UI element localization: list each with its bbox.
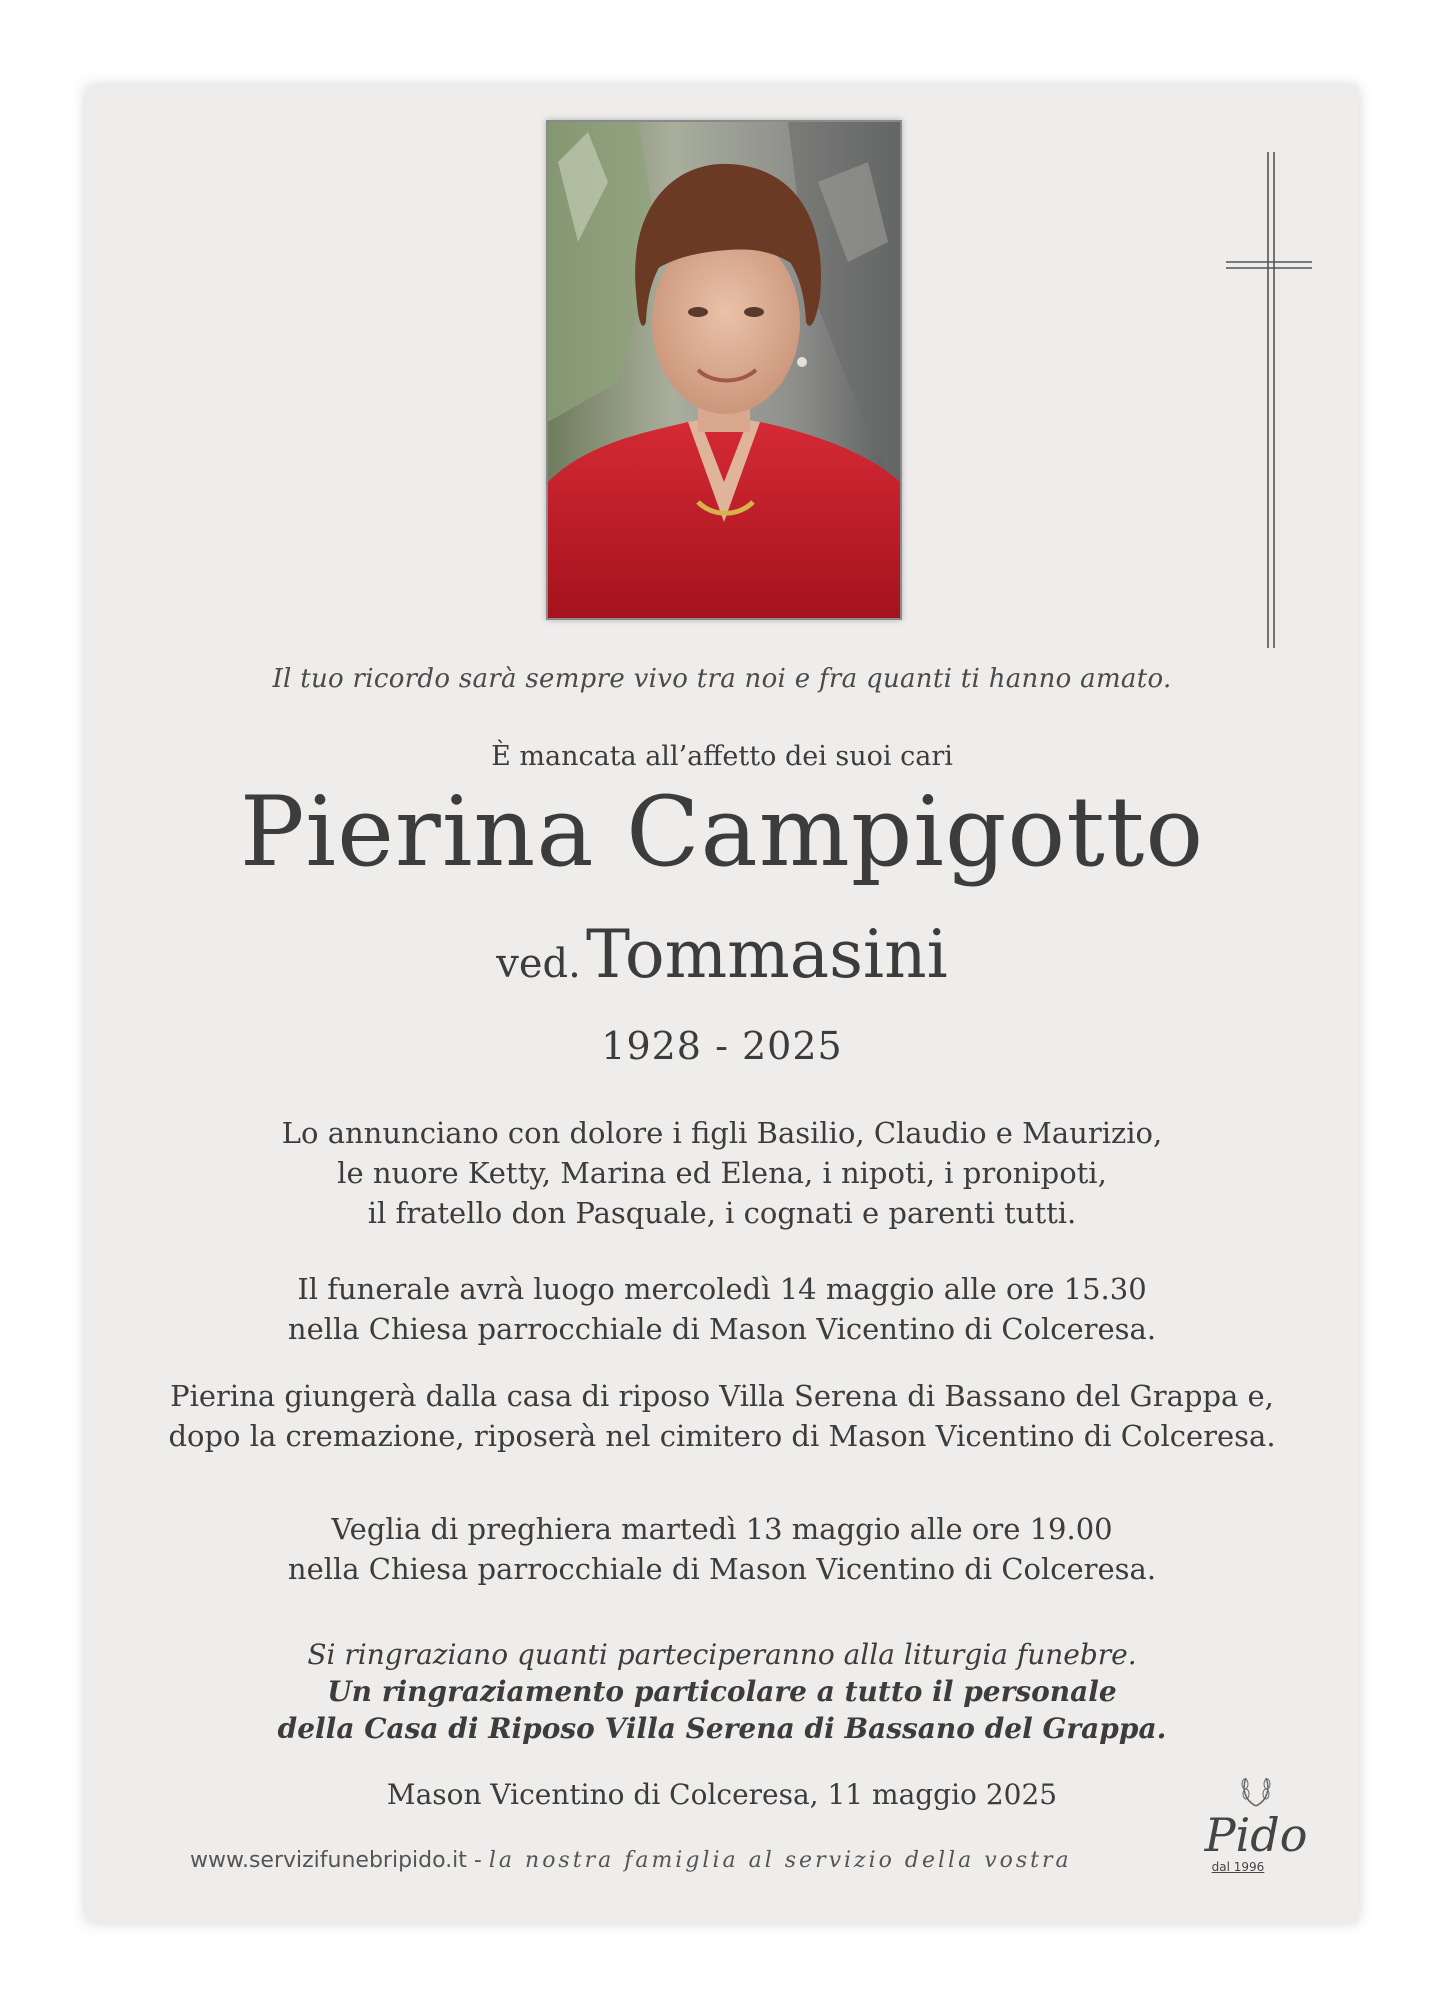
portrait-photo xyxy=(546,120,902,620)
funeral-line: nella Chiesa parrocchiale di Mason Vicentino di Colceresa. xyxy=(287,1312,1157,1346)
portrait-image xyxy=(548,122,900,618)
arrival-line: dopo la cremazione, riposerà nel cimitero di Mason Vicentino di Colceresa. xyxy=(168,1419,1276,1453)
cross-icon xyxy=(1224,150,1314,650)
arrival-line: Pierina giungerà dalla casa di riposo Villa Serena di Bassano del Grappa e, xyxy=(170,1379,1274,1413)
footer-credit xyxy=(190,1848,1072,1873)
thanks-line: Si ringraziano quanti parteciperanno alla liturgia funebre. xyxy=(307,1638,1137,1671)
footer-slogan: la nostra famiglia al servizio della vostra xyxy=(488,1848,1072,1873)
deceased-name: Pierina Campigotto xyxy=(239,776,1205,888)
wreath-icon xyxy=(1236,1770,1276,1810)
announcement-line: le nuore Ketty, Marina ed Elena, i nipoti, i pronipoti, xyxy=(337,1156,1107,1190)
place-date: Mason Vicentino di Colceresa, 11 maggio 2025 xyxy=(386,1778,1058,1811)
announcement-line: Lo annunciano con dolore i figli Basilio, Claudio e Maurizio, xyxy=(281,1116,1163,1150)
vigil-paragraph xyxy=(86,1509,1358,1589)
widow-line xyxy=(86,916,1358,993)
obituary-card xyxy=(86,86,1358,1922)
arrival-paragraph xyxy=(86,1376,1358,1456)
logo-since: dal 1996 xyxy=(1211,1860,1265,1874)
widow-surname: Tommasini xyxy=(585,916,948,993)
thanks-line-bold: Un ringraziamento particolare a tutto il personale xyxy=(327,1675,1117,1708)
logo-brand: Pido xyxy=(1204,1808,1308,1862)
funeral-line: Il funerale avrà luogo mercoledì 14 maggio alle ore 15.30 xyxy=(297,1272,1147,1306)
announcement-line: il fratello don Pasquale, i cognati e parenti tutti. xyxy=(367,1196,1077,1230)
widow-prefix: ved. xyxy=(496,941,581,987)
vigil-line: Veglia di preghiera martedì 13 maggio alle ore 19.00 xyxy=(331,1512,1113,1546)
thanks-paragraph xyxy=(86,1636,1358,1747)
thanks-line-bold: della Casa di Riposo Villa Serena di Bassano del Grappa. xyxy=(277,1712,1167,1745)
intro-line: È mancata all’affetto dei suoi cari xyxy=(491,741,953,772)
website-link[interactable]: www.servizifunebripido.it xyxy=(190,1848,467,1873)
funeral-paragraph xyxy=(86,1269,1358,1349)
pido-logo xyxy=(1196,1770,1316,1874)
footer-separator: - xyxy=(466,1848,489,1873)
life-years: 1928 - 2025 xyxy=(601,1024,843,1068)
vigil-line: nella Chiesa parrocchiale di Mason Vicentino di Colceresa. xyxy=(287,1552,1157,1586)
memorial-quote: Il tuo ricordo sarà sempre vivo tra noi e fra quanti ti hanno amato. xyxy=(272,664,1172,694)
announcement-paragraph xyxy=(86,1113,1358,1233)
